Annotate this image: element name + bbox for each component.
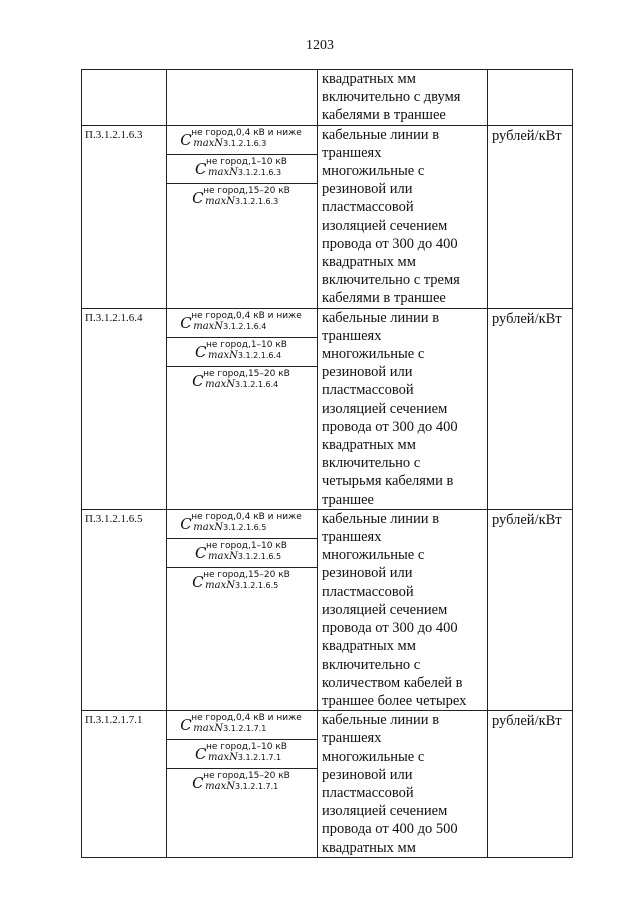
formula-subscript	[191, 139, 302, 149]
description-line: включительно с тремя	[322, 272, 460, 289]
item-code	[82, 70, 167, 126]
formula-symbol	[167, 510, 317, 539]
description-line: изоляцией сечением	[322, 400, 448, 417]
description-line: кабельные линии в	[322, 126, 440, 143]
c-symbol: C	[195, 543, 207, 562]
formula-cell	[167, 70, 318, 126]
description-line: кабелями в траншее	[322, 107, 446, 124]
description-line: провода от 400 до 500	[322, 821, 458, 838]
formula-symbol	[167, 337, 317, 366]
formula-subscript-prefix: maxN	[208, 550, 238, 562]
unit-cell: рублей/кВт	[488, 308, 573, 509]
formula-subscript-prefix: maxN	[208, 349, 238, 361]
description-line: траншее более четырех	[322, 692, 467, 709]
description-line: многожильные с	[322, 163, 425, 180]
description-line: пластмассовой	[322, 382, 414, 399]
table-row	[82, 509, 573, 710]
c-symbol: C	[180, 313, 192, 332]
formula-subscript	[206, 552, 287, 562]
formula-symbol	[167, 154, 317, 183]
formula-subscript-prefix: maxN	[193, 521, 224, 533]
formula-superscript: не город,1–10 кВ	[206, 742, 287, 753]
page-number: 1203	[306, 38, 334, 53]
formula-subscript-code: 3.1.2.1.6.4	[234, 379, 279, 389]
formula-symbol	[167, 366, 317, 395]
description-cell	[318, 308, 488, 509]
description-line: включительно с двумя	[322, 89, 461, 106]
description-cell	[318, 70, 488, 126]
formula-cell	[167, 711, 318, 858]
formula-subscript-prefix: maxN	[205, 195, 235, 207]
formula-subscript	[203, 380, 290, 390]
description-cell	[318, 509, 488, 710]
description-line: кабельные линии в	[322, 510, 440, 527]
formula-subscript	[206, 168, 287, 178]
formula-subscript	[203, 197, 290, 207]
formula-subscript-prefix: maxN	[193, 320, 224, 332]
description-line: кабелями в траншее	[322, 290, 446, 307]
description-line: траншеях	[322, 730, 382, 747]
item-code: П.3.1.2.1.7.1	[82, 711, 167, 858]
formula-superscript: не город,0,4 кВ и ниже	[191, 511, 302, 522]
description-line: пластмассовой	[322, 784, 414, 801]
formula-cell	[167, 125, 318, 308]
description-line: квадратных мм	[322, 254, 416, 271]
formula-superscript: не город,1–10 кВ	[206, 540, 287, 551]
formula-subscript	[191, 523, 302, 533]
description-line: траншеях	[322, 529, 382, 546]
c-symbol: C	[192, 371, 204, 390]
formula-subscript-code: 3.1.2.1.6.3	[234, 196, 279, 206]
table-row	[82, 711, 573, 858]
description-line: количеством кабелей в	[322, 674, 463, 691]
formula-symbol	[167, 769, 317, 798]
unit-cell: рублей/кВт	[488, 711, 573, 858]
formula-superscript: не город,15–20 кВ	[203, 368, 290, 379]
formula-superscript: не город,15–20 кВ	[203, 771, 290, 782]
c-symbol: C	[180, 514, 192, 533]
formula-symbol	[167, 309, 317, 338]
formula-symbol	[167, 183, 317, 212]
description-line: пластмассовой	[322, 583, 414, 600]
item-code: П.3.1.2.1.6.4	[82, 308, 167, 509]
tariff-table	[81, 69, 573, 858]
description-line: изоляцией сечением	[322, 601, 448, 618]
formula-subscript	[203, 782, 290, 792]
formula-cell	[167, 509, 318, 710]
formula-subscript-prefix: maxN	[205, 781, 235, 793]
formula-subscript-code: 3.1.2.1.6.3	[223, 138, 267, 148]
description-line: провода от 300 до 400	[322, 235, 458, 252]
c-symbol: C	[195, 745, 207, 764]
description-line: квадратных мм	[322, 839, 416, 856]
formula-superscript: не город,15–20 кВ	[203, 569, 290, 580]
formula-superscript: не город,0,4 кВ и ниже	[191, 713, 302, 724]
formula-superscript: не город,1–10 кВ	[206, 156, 287, 167]
description-line: многожильные с	[322, 547, 425, 564]
description-line: траншеях	[322, 144, 382, 161]
formula-subscript	[206, 753, 287, 763]
formula-cell	[167, 308, 318, 509]
formula-subscript	[191, 724, 302, 734]
description-line: кабельные линии в	[322, 309, 440, 326]
formula-superscript: не город,15–20 кВ	[203, 185, 290, 196]
description-line: резиновой или	[322, 181, 413, 198]
item-code: П.3.1.2.1.6.3	[82, 125, 167, 308]
formula-subscript-code: 3.1.2.1.7.1	[237, 753, 282, 763]
formula-symbol	[167, 740, 317, 769]
description-line: квадратных мм	[322, 638, 416, 655]
c-symbol: C	[195, 342, 207, 361]
description-line: четырьмя кабелями в	[322, 473, 454, 490]
table-row	[82, 125, 573, 308]
description-line: пластмассовой	[322, 199, 414, 216]
description-line: кабельные линии в	[322, 712, 440, 729]
description-cell	[318, 125, 488, 308]
formula-subscript-code: 3.1.2.1.6.5	[234, 580, 279, 590]
formula-superscript: не город,0,4 кВ и ниже	[191, 127, 302, 138]
c-symbol: C	[192, 188, 204, 207]
description-line: резиновой или	[322, 364, 413, 381]
formula-symbol	[167, 567, 317, 596]
formula-subscript-prefix: maxN	[205, 579, 235, 591]
unit-cell: рублей/кВт	[488, 509, 573, 710]
formula-subscript-code: 3.1.2.1.7.1	[223, 724, 267, 734]
formula-subscript-code: 3.1.2.1.6.5	[237, 551, 282, 561]
formula-subscript	[203, 581, 290, 591]
c-symbol: C	[192, 572, 204, 591]
formula-superscript: не город,1–10 кВ	[206, 339, 287, 350]
description-line: траншеях	[322, 327, 382, 344]
table-row	[82, 70, 573, 126]
description-line: изоляцией сечением	[322, 217, 448, 234]
formula-subscript-prefix: maxN	[208, 166, 238, 178]
unit-cell: рублей/кВт	[488, 125, 573, 308]
formula-subscript-prefix: maxN	[205, 378, 235, 390]
description-line: квадратных мм	[322, 437, 416, 454]
description-line: провода от 300 до 400	[322, 418, 458, 435]
formula-symbol	[167, 538, 317, 567]
formula-subscript-prefix: maxN	[193, 723, 224, 735]
description-line: многожильные с	[322, 748, 425, 765]
description-line: квадратных мм	[322, 71, 416, 87]
formula-symbol	[167, 126, 317, 155]
description-line: провода от 300 до 400	[322, 620, 458, 637]
c-symbol: C	[195, 159, 207, 178]
table-row	[82, 308, 573, 509]
description-line: включительно с	[322, 656, 421, 673]
formula-subscript-prefix: maxN	[193, 137, 224, 149]
description-line: многожильные с	[322, 346, 425, 363]
formula-subscript	[206, 351, 287, 361]
item-code: П.3.1.2.1.6.5	[82, 509, 167, 710]
description-line: резиновой или	[322, 565, 413, 582]
description-line: включительно с	[322, 455, 421, 472]
formula-superscript: не город,0,4 кВ и ниже	[191, 310, 302, 321]
unit-cell	[488, 70, 573, 126]
formula-subscript-prefix: maxN	[208, 752, 238, 764]
formula-subscript-code: 3.1.2.1.6.4	[237, 350, 282, 360]
description-line: резиновой или	[322, 766, 413, 783]
formula-subscript-code: 3.1.2.1.6.5	[223, 522, 267, 532]
c-symbol: C	[180, 130, 192, 149]
formula-symbol	[167, 711, 317, 740]
description-line: траншее	[322, 491, 374, 508]
description-cell	[318, 711, 488, 858]
description-line: изоляцией сечением	[322, 803, 448, 820]
formula-subscript-code: 3.1.2.1.6.3	[237, 167, 282, 177]
formula-subscript-code: 3.1.2.1.7.1	[234, 782, 279, 792]
formula-subscript	[191, 322, 302, 332]
c-symbol: C	[192, 774, 204, 793]
c-symbol: C	[180, 716, 192, 735]
formula-subscript-code: 3.1.2.1.6.4	[223, 321, 267, 331]
